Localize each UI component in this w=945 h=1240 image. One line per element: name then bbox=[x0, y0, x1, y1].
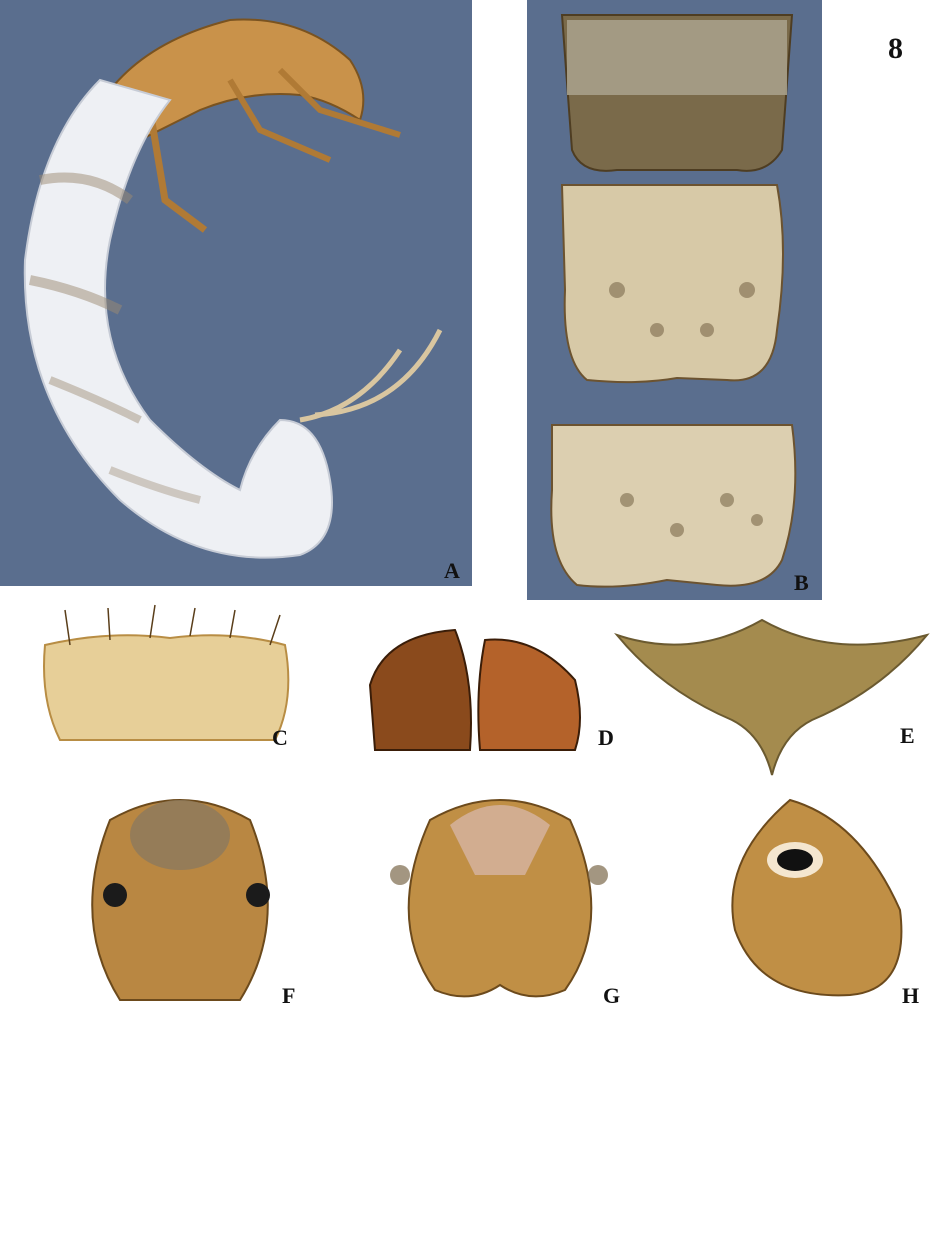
tergites-illustration bbox=[527, 0, 822, 600]
panel-f-label: F bbox=[282, 983, 296, 1008]
panel-d-mandibles bbox=[355, 620, 625, 760]
sclerite-c-illustration bbox=[30, 600, 310, 750]
panel-e-sclerite bbox=[612, 610, 932, 785]
panel-a-larva-habitus bbox=[0, 0, 472, 586]
head-f-illustration bbox=[40, 780, 320, 1010]
panel-g-label: G bbox=[603, 983, 621, 1008]
sclerite-e-illustration bbox=[612, 610, 932, 785]
panel-a-label: A bbox=[444, 558, 460, 583]
mandibles-illustration bbox=[355, 620, 625, 760]
panel-g-head bbox=[360, 780, 640, 1010]
panel-f-head bbox=[40, 780, 320, 1010]
panel-c-label: C bbox=[272, 725, 288, 750]
panel-e-label: E bbox=[900, 723, 915, 748]
panel-h-label: H bbox=[902, 983, 920, 1008]
head-h-illustration bbox=[680, 780, 930, 1010]
plate-number: 8 bbox=[888, 32, 903, 65]
panel-b-label: B bbox=[794, 570, 809, 595]
larva-illustration bbox=[0, 0, 472, 586]
head-g-illustration bbox=[360, 780, 640, 1010]
panel-c-sclerite bbox=[30, 600, 310, 750]
panel-d-label: D bbox=[598, 725, 614, 750]
panel-b-tergites bbox=[527, 0, 822, 600]
panel-h-head bbox=[680, 780, 930, 1010]
